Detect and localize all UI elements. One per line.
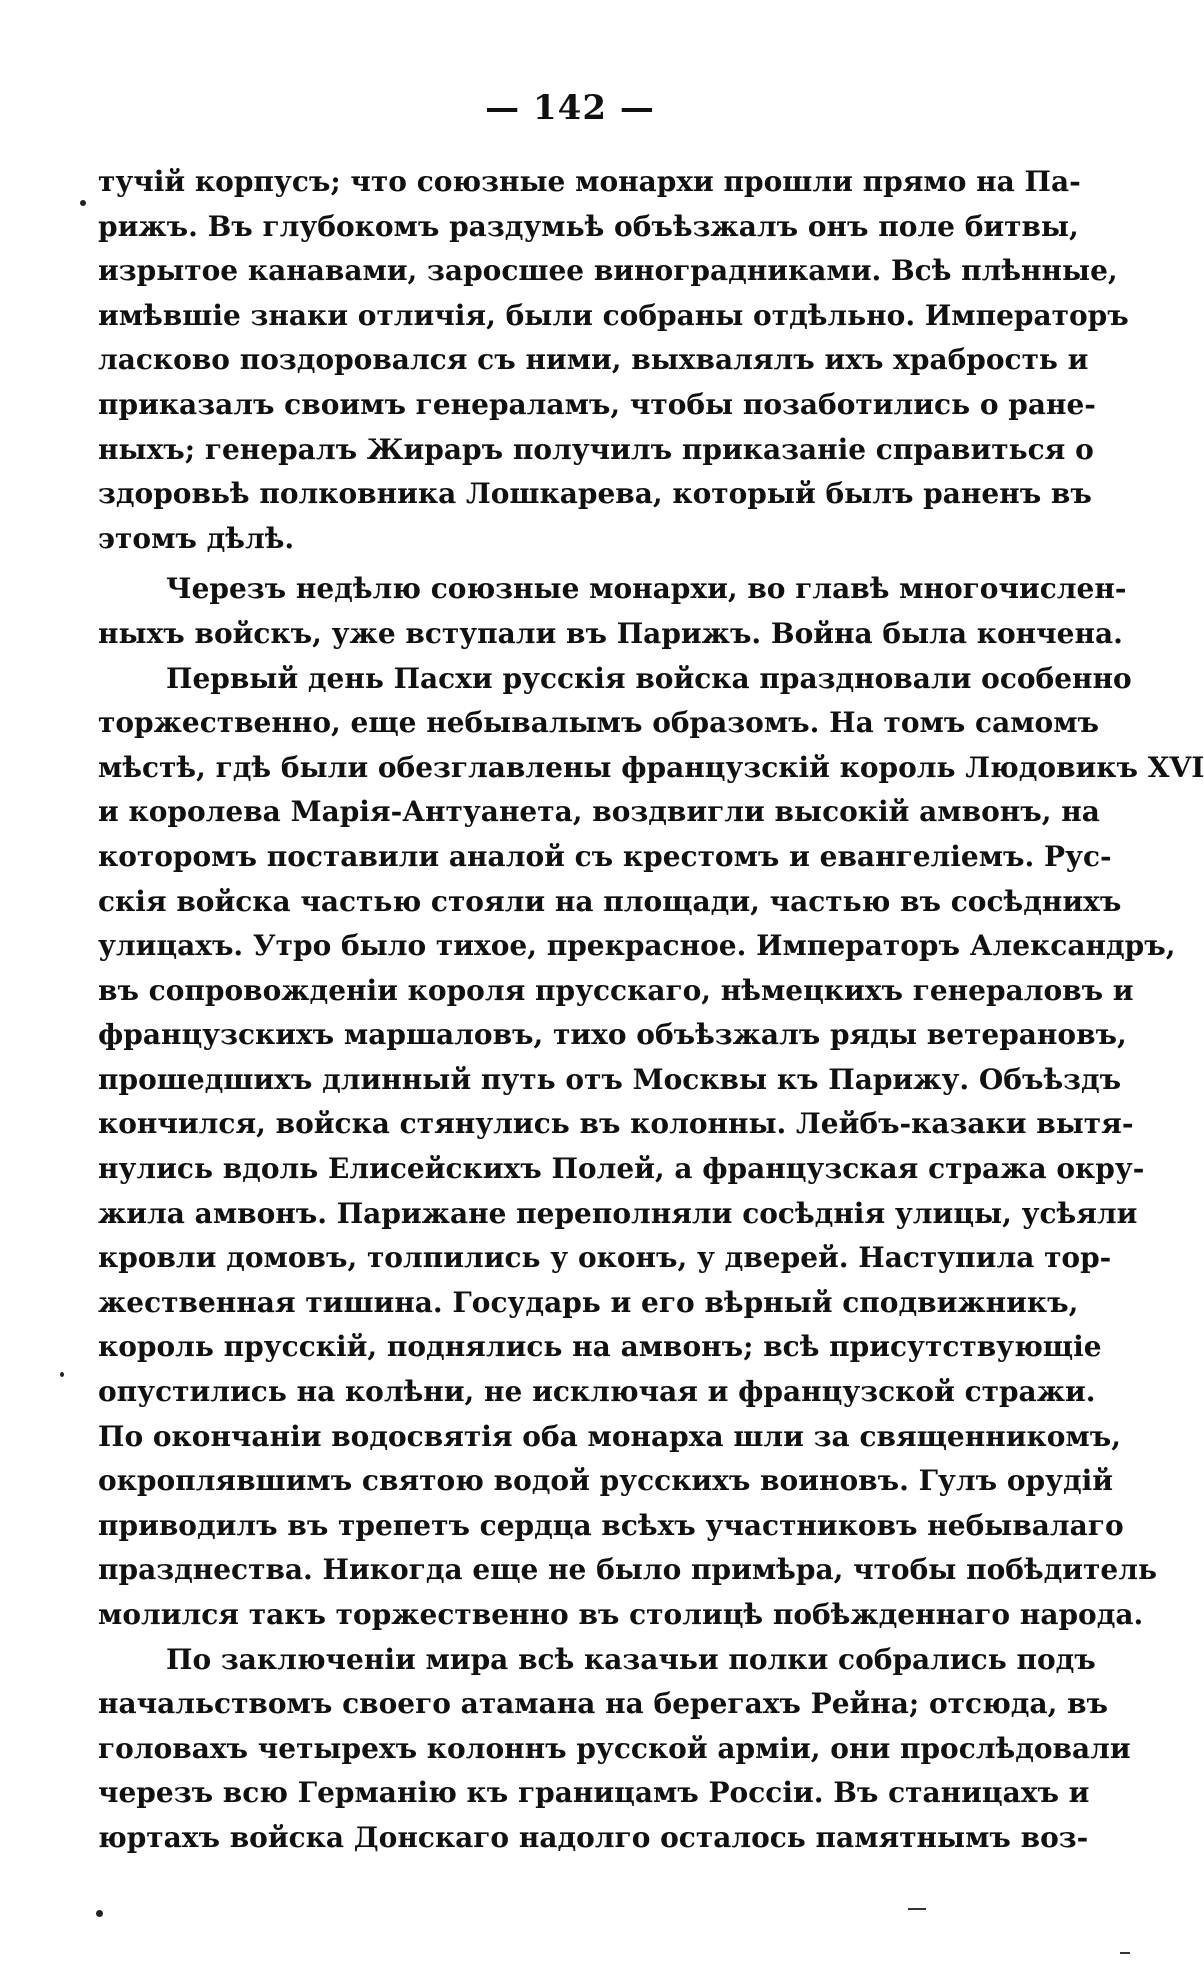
text-line: приказалъ своимъ генераламъ, чтобы позаботились о ране-: [98, 387, 1096, 421]
text-line: ныхъ; генералъ Жираръ получилъ приказаніе справиться о: [98, 432, 1094, 466]
text-line: король прусскій, поднялись на амвонъ; всѣ присутствующіе: [98, 1330, 1102, 1364]
text-line: мѣстѣ, гдѣ были обезглавлены французскій король Людовикъ XVI: [98, 750, 1204, 784]
text-line: жила амвонъ. Парижане переполняли сосѣднія улицы, усѣяли: [98, 1196, 1138, 1230]
body-text: [98, 160, 1204, 1861]
text-line: ныхъ войскъ, уже вступали въ Парижъ. Война была кончена.: [98, 616, 1123, 650]
scan-mark: [908, 1908, 926, 1910]
paragraph: [98, 1638, 1131, 1861]
text-line: Первый день Пасхи русскія войска праздновали особенно: [166, 661, 1132, 695]
text-line: улицахъ. Утро было тихое, прекрасное. Императоръ Александръ,: [98, 929, 1176, 963]
text-line: ласково поздоровался съ ними, выхвалялъ ихъ храбрость и: [98, 343, 1089, 377]
paragraph: [98, 567, 1127, 656]
text-line: жественная тишина. Государь и его вѣрный сподвижникъ,: [98, 1285, 1079, 1319]
text-line: юртахъ войска Донскаго надолго осталось памятнымъ воз-: [98, 1820, 1089, 1854]
page-number: — 142 —: [485, 88, 655, 128]
text-line: которомъ поставили аналой съ крестомъ и евангеліемъ. Рус-: [98, 839, 1112, 873]
text-line: рижъ. Въ глубокомъ раздумьѣ объѣзжалъ онъ поле битвы,: [98, 209, 1079, 243]
text-line: черезъ всю Германію къ границамъ Россіи. Въ станицахъ и: [98, 1776, 1090, 1810]
text-line: и королева Марія-Антуанета, воздвигли высокій амвонъ, на: [98, 795, 1100, 829]
text-line: французскихъ маршаловъ, тихо объѣзжалъ ряды ветерановъ,: [98, 1018, 1127, 1052]
text-line: По окончаніи водосвятія оба монарха шли за священникомъ,: [98, 1419, 1121, 1453]
text-line: опустились на колѣни, не исключая и французской стражи.: [98, 1375, 1096, 1409]
text-line: приводилъ въ трепетъ сердца всѣхъ участниковъ небывалаго: [98, 1508, 1124, 1542]
scan-speck: [60, 1372, 64, 1377]
text-line: нулись вдоль Елисейскихъ Полей, а французская стража окру-: [98, 1152, 1145, 1186]
scan-speck: [96, 1910, 103, 1917]
text-line: празднества. Никогда еще не было примѣра, чтобы побѣдитель: [98, 1553, 1157, 1587]
text-line: изрытое канавами, заросшее виноградниками. Всѣ плѣнные,: [98, 254, 1118, 288]
text-line: скія войска частью стояли на площади, частью въ сосѣднихъ: [98, 884, 1122, 918]
text-line: кончился, войска стянулись въ колонны. Лейбъ-казаки вытя-: [98, 1107, 1134, 1141]
paragraph: [98, 657, 1204, 1638]
text-line: По заключеніи мира всѣ казачьи полки собрались подъ: [166, 1642, 1096, 1676]
paragraph: [98, 160, 1129, 561]
text-line: въ сопровожденіи короля прусскаго, нѣмецкихъ генераловъ и: [98, 973, 1134, 1007]
scan-mark: [1120, 1952, 1130, 1954]
text-line: здоровьѣ полковника Лошкарева, который былъ раненъ въ: [98, 477, 1092, 511]
text-line: молился такъ торжественно въ столицѣ побѣжденнаго народа.: [98, 1598, 1144, 1631]
text-line: тучій корпусъ; что союзные монархи прошли прямо на Па-: [98, 165, 1081, 198]
text-line: торжественно, еще небывалымъ образомъ. На томъ самомъ: [98, 706, 1100, 740]
text-line: головахъ четырехъ колоннъ русской арміи, они прослѣдовали: [98, 1731, 1131, 1765]
text-line: этомъ дѣлѣ.: [98, 521, 295, 555]
text-line: начальствомъ своего атамана на берегахъ Рейна; отсюда, въ: [98, 1687, 1109, 1721]
text-line: окроплявшимъ святою водой русскихъ воиновъ. Гулъ орудій: [98, 1464, 1114, 1498]
scan-speck: [80, 200, 86, 206]
text-line: кровли домовъ, толпились у оконъ, у дверей. Наступила тор-: [98, 1241, 1112, 1275]
text-line: имѣвшіе знаки отличія, были собраны отдѣльно. Императоръ: [98, 298, 1129, 332]
text-line: Черезъ недѣлю союзные монархи, во главѣ многочислен-: [166, 572, 1127, 606]
text-line: прошедшихъ длинный путь отъ Москвы къ Парижу. Объѣздъ: [98, 1062, 1122, 1096]
